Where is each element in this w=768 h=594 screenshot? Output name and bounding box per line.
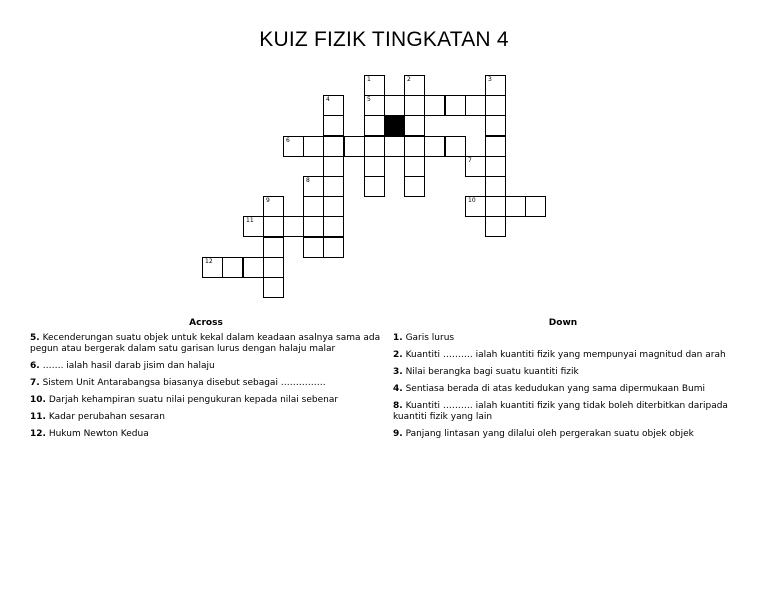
grid-cell[interactable]	[263, 277, 284, 298]
clue-across-5	[30, 333, 382, 355]
clue-across-10	[30, 395, 382, 406]
grid-cell[interactable]	[364, 176, 385, 197]
grid-cell[interactable]	[404, 95, 425, 116]
grid-cell-12[interactable]	[202, 257, 223, 278]
page-title: KUIZ FIZIK TINGKATAN 4	[259, 28, 509, 51]
grid-cell[interactable]	[364, 156, 385, 177]
clue-number: 10.	[30, 395, 46, 405]
clue-down-3	[393, 367, 733, 378]
grid-cell-6[interactable]	[283, 136, 304, 157]
grid-cell[interactable]	[323, 237, 344, 258]
clue-text: Kadar perubahan sesaran	[48, 412, 165, 422]
grid-cell[interactable]	[323, 196, 344, 217]
clue-number: 7.	[30, 378, 40, 388]
grid-cell[interactable]	[303, 216, 324, 237]
clue-text: Garis lurus	[405, 333, 455, 343]
clue-down-9	[393, 429, 733, 440]
cell-number: 6	[286, 137, 290, 144]
grid-cell[interactable]	[344, 136, 365, 157]
grid-cell[interactable]	[323, 176, 344, 197]
grid-cell[interactable]	[485, 156, 506, 177]
grid-cell[interactable]	[384, 136, 405, 157]
cell-number: 10	[468, 197, 476, 204]
grid-cell[interactable]	[404, 176, 425, 197]
clue-across-11	[30, 412, 382, 423]
clue-text: Sentiasa berada di atas kedudukan yang sama dipermukaan Bumi	[405, 384, 705, 394]
grid-cell[interactable]	[404, 156, 425, 177]
grid-cell[interactable]	[525, 196, 546, 217]
grid-cell-7[interactable]	[465, 156, 486, 177]
grid-cell[interactable]	[485, 95, 506, 116]
clue-down-2	[393, 350, 733, 361]
grid-cell-10[interactable]	[465, 196, 486, 217]
clue-number: 6.	[30, 361, 40, 371]
grid-cell[interactable]	[485, 176, 506, 197]
grid-cell[interactable]	[263, 237, 284, 258]
clue-down-8	[393, 401, 733, 423]
grid-cell[interactable]	[485, 216, 506, 237]
down-heading: Down	[548, 318, 578, 328]
clue-text: Panjang lintasan yang dilalui oleh pergerakan suatu objek objek	[405, 429, 694, 439]
grid-cell-1[interactable]	[364, 75, 385, 96]
clue-number: 4.	[393, 384, 403, 394]
grid-cell[interactable]	[243, 257, 264, 278]
cell-number: 12	[205, 258, 213, 265]
grid-cell-4[interactable]	[323, 95, 344, 116]
cell-number: 9	[266, 197, 270, 204]
grid-cell[interactable]	[303, 237, 324, 258]
clue-number: 12.	[30, 429, 46, 439]
clue-number: 9.	[393, 429, 403, 439]
clue-text: Kecenderungan suatu objek untuk kekal dalam keadaan asalnya sama ada pegun atau bergerak dalam satu garisan lurus dengan halaju malar	[30, 333, 381, 354]
grid-cell[interactable]	[465, 95, 486, 116]
clue-across-12	[30, 429, 382, 440]
cell-number: 1	[367, 76, 371, 83]
grid-cell-2[interactable]	[404, 75, 425, 96]
grid-cell-9[interactable]	[263, 196, 284, 217]
blocked-cell	[384, 115, 405, 136]
clue-number: 1.	[393, 333, 403, 343]
clue-down-4	[393, 384, 733, 395]
grid-cell[interactable]	[263, 257, 284, 278]
clue-text: Nilai berangka bagi suatu kuantiti fizik	[405, 367, 579, 377]
clue-text: Sistem Unit Antarabangsa biasanya disebut sebagai ……………	[42, 378, 326, 388]
cell-number: 3	[488, 76, 492, 83]
grid-cell[interactable]	[485, 115, 506, 136]
grid-cell[interactable]	[384, 95, 405, 116]
across-clues	[30, 318, 382, 446]
clue-number: 5.	[30, 333, 40, 343]
grid-cell[interactable]	[323, 115, 344, 136]
grid-cell[interactable]	[445, 136, 466, 157]
grid-cell[interactable]	[364, 136, 385, 157]
grid-cell-3[interactable]	[485, 75, 506, 96]
grid-cell[interactable]	[485, 196, 506, 217]
cell-number: 8	[306, 177, 310, 184]
grid-cell[interactable]	[364, 115, 385, 136]
down-clues	[393, 318, 733, 446]
clue-across-7	[30, 378, 382, 389]
grid-cell[interactable]	[485, 136, 506, 157]
grid-cell-11[interactable]	[243, 216, 264, 237]
grid-cell[interactable]	[424, 136, 445, 157]
clue-across-6	[30, 361, 382, 372]
cell-number: 5	[367, 96, 371, 103]
cell-number: 7	[468, 157, 472, 164]
grid-cell[interactable]	[445, 95, 466, 116]
grid-cell[interactable]	[323, 216, 344, 237]
grid-cell[interactable]	[404, 136, 425, 157]
grid-cell[interactable]	[323, 136, 344, 157]
grid-cell[interactable]	[505, 196, 526, 217]
cell-number: 2	[407, 76, 411, 83]
across-heading: Across	[189, 318, 223, 328]
grid-cell[interactable]	[283, 216, 304, 237]
grid-cell[interactable]	[424, 95, 445, 116]
clue-number: 11.	[30, 412, 46, 422]
clue-number: 8.	[393, 401, 403, 411]
clue-text: Kuantiti ………. ialah kuantiti fizik yang mempunyai magnitud dan arah	[405, 350, 726, 360]
clue-number: 2.	[393, 350, 403, 360]
grid-cell[interactable]	[303, 136, 324, 157]
grid-cell-8[interactable]	[303, 176, 324, 197]
clue-down-1	[393, 333, 733, 344]
clue-number: 3.	[393, 367, 403, 377]
clue-text: Darjah kehampiran suatu nilai pengukuran kepada nilai sebenar	[48, 395, 339, 405]
clue-text: Kuantiti ………. ialah kuantiti fizik yang tidak boleh diterbitkan daripada kuantiti fizik yang lain	[393, 401, 728, 422]
clue-text: Hukum Newton Kedua	[48, 429, 149, 439]
cell-number: 4	[326, 96, 330, 103]
grid-cell[interactable]	[323, 156, 344, 177]
grid-cell[interactable]	[404, 115, 425, 136]
grid-cell-5[interactable]	[364, 95, 385, 116]
grid-cell[interactable]	[263, 216, 284, 237]
clue-text: ……. ialah hasil darab jisim dan halaju	[42, 361, 215, 371]
cell-number: 11	[246, 217, 254, 224]
grid-cell[interactable]	[222, 257, 243, 278]
grid-cell[interactable]	[303, 196, 324, 217]
